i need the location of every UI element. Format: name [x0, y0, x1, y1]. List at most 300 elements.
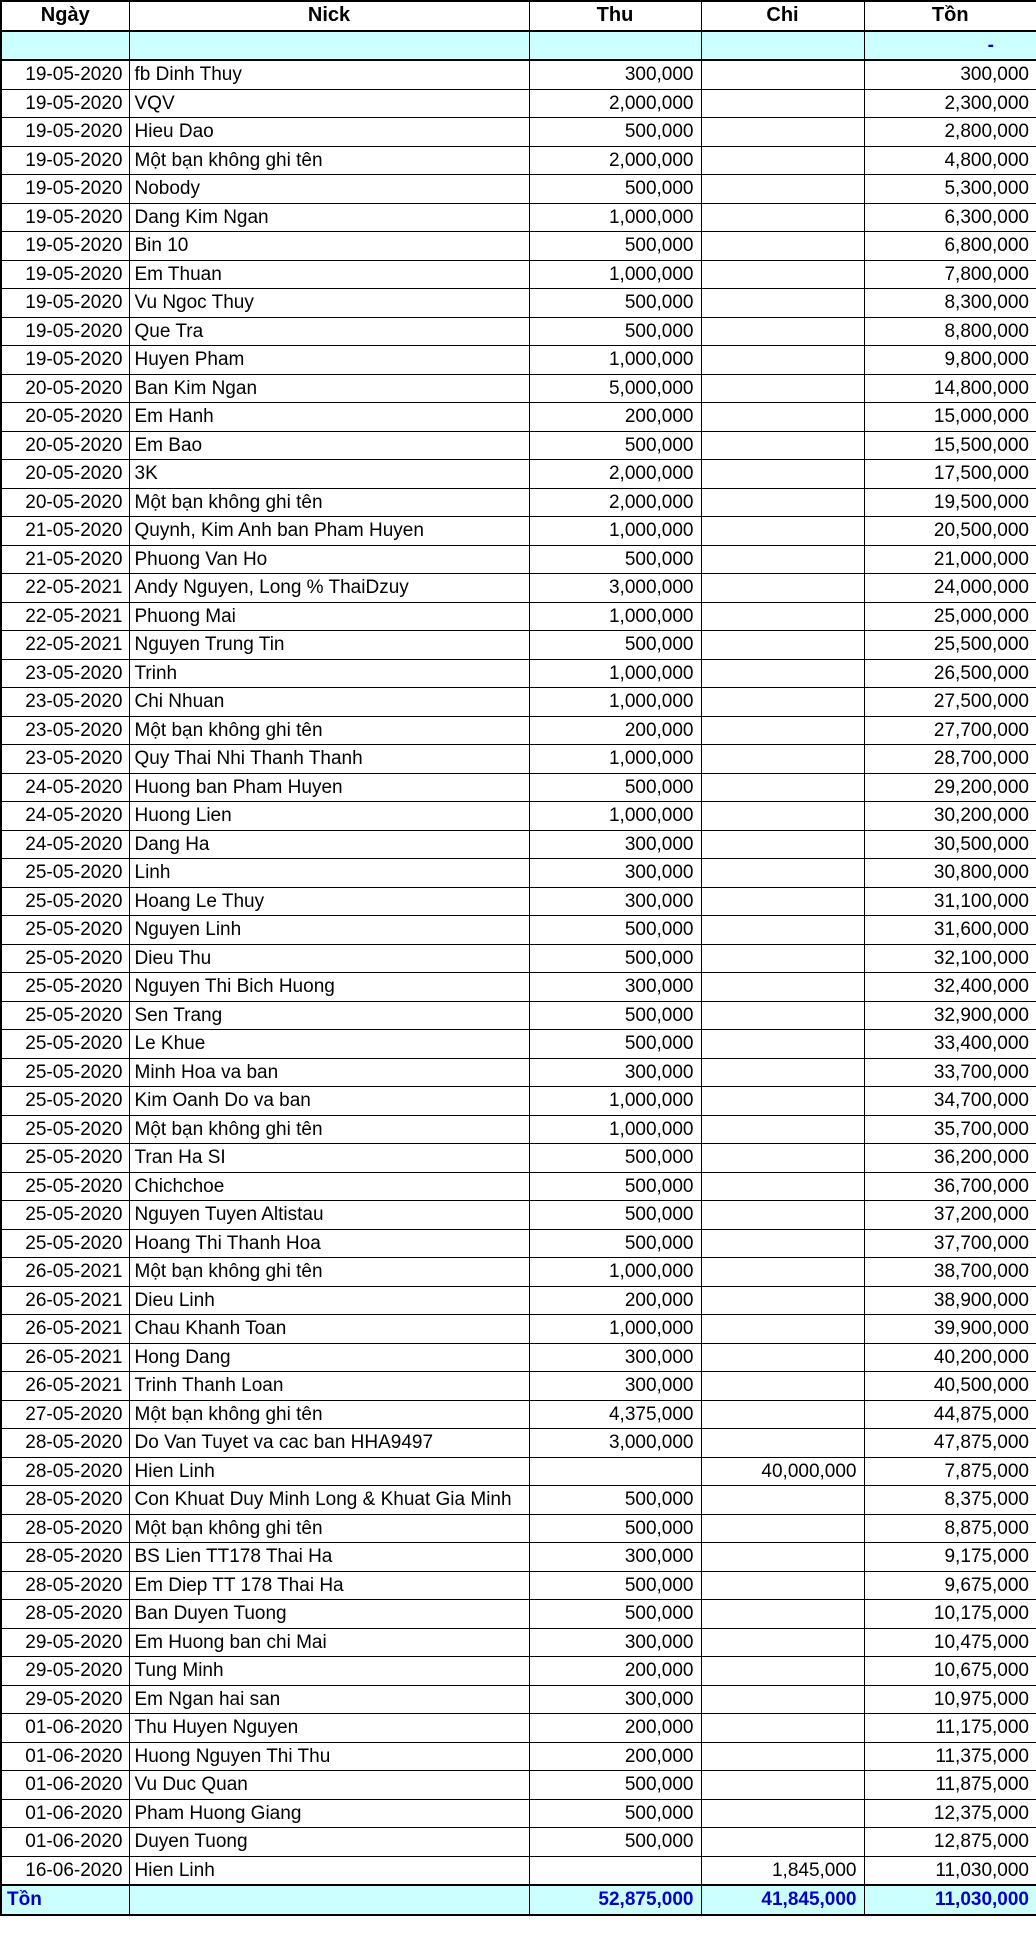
cell-nick[interactable]: Vu Ngoc Thuy [129, 289, 529, 318]
cell-date[interactable]: 26-05-2021 [1, 1372, 129, 1401]
cell-chi[interactable] [701, 859, 864, 888]
cell-chi[interactable] [701, 1258, 864, 1287]
cell-thu[interactable]: 500,000 [529, 1486, 701, 1515]
cell-thu[interactable] [529, 1457, 701, 1486]
cell-ton[interactable]: 26,500,000 [864, 659, 1036, 688]
cell-ton[interactable]: 7,800,000 [864, 260, 1036, 289]
cell-ton[interactable]: 40,500,000 [864, 1372, 1036, 1401]
cell-chi[interactable] [701, 317, 864, 346]
cell-thu[interactable]: 500,000 [529, 118, 701, 147]
cell-nick[interactable]: Em Huong ban chi Mai [129, 1628, 529, 1657]
cell-nick[interactable]: Hien Linh [129, 1856, 529, 1885]
cell-chi[interactable] [701, 602, 864, 631]
cell-date[interactable]: 23-05-2020 [1, 688, 129, 717]
cell-chi[interactable] [701, 745, 864, 774]
cell-chi[interactable] [701, 659, 864, 688]
cell-date[interactable]: 25-05-2020 [1, 1058, 129, 1087]
cell-ton[interactable]: 12,875,000 [864, 1828, 1036, 1857]
cell-nick[interactable]: Nguyen Tuyen Altistau [129, 1201, 529, 1230]
cell-date[interactable]: 20-05-2020 [1, 374, 129, 403]
cell-chi[interactable] [701, 830, 864, 859]
cell-thu[interactable]: 5,000,000 [529, 374, 701, 403]
cell-date[interactable]: 19-05-2020 [1, 89, 129, 118]
cell-ton[interactable]: 10,175,000 [864, 1600, 1036, 1629]
cell-date[interactable]: 25-05-2020 [1, 1172, 129, 1201]
cell-thu[interactable]: 1,000,000 [529, 1315, 701, 1344]
cell-ton[interactable]: 30,200,000 [864, 802, 1036, 831]
cell-nick[interactable]: Hoang Thi Thanh Hoa [129, 1229, 529, 1258]
cell-nick[interactable]: Chichchoe [129, 1172, 529, 1201]
cell-date[interactable]: 25-05-2020 [1, 859, 129, 888]
cell-chi[interactable]: 1,845,000 [701, 1856, 864, 1885]
cell-nick[interactable]: Linh [129, 859, 529, 888]
cell-chi[interactable] [701, 1742, 864, 1771]
cell-ton[interactable]: 11,875,000 [864, 1771, 1036, 1800]
cell-thu[interactable]: 300,000 [529, 1628, 701, 1657]
cell-ton[interactable]: 24,000,000 [864, 574, 1036, 603]
cell-thu[interactable]: 500,000 [529, 1172, 701, 1201]
cell-nick[interactable]: Hien Linh [129, 1457, 529, 1486]
cell-ton[interactable]: 35,700,000 [864, 1115, 1036, 1144]
cell-ton[interactable]: 20,500,000 [864, 517, 1036, 546]
cell-thu[interactable]: 300,000 [529, 973, 701, 1002]
cell-date[interactable]: 19-05-2020 [1, 203, 129, 232]
cell-ton[interactable]: 10,975,000 [864, 1685, 1036, 1714]
cell-ton[interactable]: 25,500,000 [864, 631, 1036, 660]
cell-thu[interactable]: 200,000 [529, 716, 701, 745]
cell-chi[interactable] [701, 1543, 864, 1572]
cell-thu[interactable]: 300,000 [529, 1058, 701, 1087]
cell-date[interactable]: 19-05-2020 [1, 232, 129, 261]
cell-date[interactable]: 01-06-2020 [1, 1828, 129, 1857]
cell-chi[interactable] [701, 1514, 864, 1543]
cell-date[interactable]: 19-05-2020 [1, 317, 129, 346]
cell-chi[interactable] [701, 346, 864, 375]
column-header-chi[interactable]: Chi [701, 1, 864, 31]
cell-ton[interactable]: 37,200,000 [864, 1201, 1036, 1230]
cell-nick[interactable]: Em Bao [129, 431, 529, 460]
cell-date[interactable]: 28-05-2020 [1, 1429, 129, 1458]
cell-nick[interactable]: Dieu Thu [129, 944, 529, 973]
cell-chi[interactable] [701, 1001, 864, 1030]
cell-nick[interactable]: Dang Ha [129, 830, 529, 859]
cell-thu[interactable]: 3,000,000 [529, 574, 701, 603]
cell-chi[interactable] [701, 1030, 864, 1059]
cell-chi[interactable] [701, 574, 864, 603]
cell-ton[interactable]: 39,900,000 [864, 1315, 1036, 1344]
cell-ton[interactable]: 15,000,000 [864, 403, 1036, 432]
cell-date[interactable]: 25-05-2020 [1, 916, 129, 945]
cell-ton[interactable]: 27,700,000 [864, 716, 1036, 745]
cell-thu[interactable]: 1,000,000 [529, 1115, 701, 1144]
cell-ton[interactable]: 47,875,000 [864, 1429, 1036, 1458]
cell-nick[interactable]: Nguyen Thi Bich Huong [129, 973, 529, 1002]
cell-thu[interactable]: 2,000,000 [529, 146, 701, 175]
cell-date[interactable]: 25-05-2020 [1, 1144, 129, 1173]
cell-nick[interactable]: Quynh, Kim Anh ban Pham Huyen [129, 517, 529, 546]
cell-chi[interactable] [701, 1144, 864, 1173]
cell-thu[interactable]: 200,000 [529, 403, 701, 432]
cell-nick[interactable]: Một bạn không ghi tên [129, 146, 529, 175]
cell-ton[interactable]: 9,175,000 [864, 1543, 1036, 1572]
cell-chi[interactable] [701, 773, 864, 802]
cell-date[interactable]: 19-05-2020 [1, 260, 129, 289]
cell-chi[interactable] [701, 289, 864, 318]
cell-nick[interactable]: Nobody [129, 175, 529, 204]
cell-thu[interactable]: 500,000 [529, 1799, 701, 1828]
cell-chi[interactable] [701, 1372, 864, 1401]
cell-chi[interactable] [701, 1600, 864, 1629]
cell-nick[interactable]: Trinh [129, 659, 529, 688]
cell-nick[interactable]: Chau Khanh Toan [129, 1315, 529, 1344]
cell-ton[interactable]: 8,300,000 [864, 289, 1036, 318]
cell-ton[interactable]: 10,475,000 [864, 1628, 1036, 1657]
cell-date[interactable]: 20-05-2020 [1, 488, 129, 517]
cell-thu[interactable] [529, 1856, 701, 1885]
cell-thu[interactable]: 500,000 [529, 631, 701, 660]
cell-chi[interactable] [701, 887, 864, 916]
cell-nick[interactable]: Em Ngan hai san [129, 1685, 529, 1714]
cell-date[interactable]: 24-05-2020 [1, 773, 129, 802]
cell-date[interactable]: 25-05-2020 [1, 1229, 129, 1258]
cell-thu[interactable]: 500,000 [529, 1514, 701, 1543]
cell-nick[interactable]: Em Thuan [129, 260, 529, 289]
cell-thu[interactable]: 500,000 [529, 1229, 701, 1258]
cell-chi[interactable] [701, 517, 864, 546]
cell-nick[interactable]: Que Tra [129, 317, 529, 346]
cell-ton[interactable]: 25,000,000 [864, 602, 1036, 631]
cell-date[interactable]: 25-05-2020 [1, 1087, 129, 1116]
cell-chi[interactable] [701, 1771, 864, 1800]
cell-nick[interactable]: Nguyen Linh [129, 916, 529, 945]
cell-thu[interactable]: 500,000 [529, 1001, 701, 1030]
cell-nick[interactable]: Con Khuat Duy Minh Long & Khuat Gia Minh [129, 1486, 529, 1515]
cell-nick[interactable]: Một bạn không ghi tên [129, 488, 529, 517]
cell-nick[interactable]: Một bạn không ghi tên [129, 1115, 529, 1144]
cell-chi[interactable] [701, 1058, 864, 1087]
cell-chi[interactable] [701, 545, 864, 574]
cell-ton[interactable]: 29,200,000 [864, 773, 1036, 802]
cell-ton[interactable]: 27,500,000 [864, 688, 1036, 717]
cell-nick[interactable]: Thu Huyen Nguyen [129, 1714, 529, 1743]
cell-chi[interactable] [701, 1429, 864, 1458]
cell-nick[interactable]: Minh Hoa va ban [129, 1058, 529, 1087]
cell-date[interactable]: 29-05-2020 [1, 1685, 129, 1714]
cell-nick[interactable]: Bin 10 [129, 232, 529, 261]
cell-chi[interactable] [701, 1115, 864, 1144]
cell-ton[interactable]: 32,900,000 [864, 1001, 1036, 1030]
cell-chi[interactable]: 40,000,000 [701, 1457, 864, 1486]
cell-date[interactable]: 19-05-2020 [1, 60, 129, 89]
cell-nick[interactable]: Huyen Pham [129, 346, 529, 375]
cell-ton[interactable]: 11,030,000 [864, 1856, 1036, 1885]
cell-ton[interactable]: 34,700,000 [864, 1087, 1036, 1116]
cell-thu[interactable]: 2,000,000 [529, 460, 701, 489]
cell-thu[interactable]: 500,000 [529, 916, 701, 945]
cell-nick[interactable]: Duyen Tuong [129, 1828, 529, 1857]
cell-date[interactable]: 27-05-2020 [1, 1400, 129, 1429]
cell-ton[interactable]: 30,800,000 [864, 859, 1036, 888]
cell-thu[interactable]: 500,000 [529, 175, 701, 204]
column-header-ton[interactable]: Tồn [864, 1, 1036, 31]
cell-ton[interactable]: 6,300,000 [864, 203, 1036, 232]
total-thu[interactable]: 52,875,000 [529, 1885, 701, 1915]
total-ton[interactable]: 11,030,000 [864, 1885, 1036, 1915]
cell-nick[interactable]: 3K [129, 460, 529, 489]
cell-thu[interactable]: 2,000,000 [529, 488, 701, 517]
cell-ton[interactable]: 12,375,000 [864, 1799, 1036, 1828]
cell-thu[interactable]: 2,000,000 [529, 89, 701, 118]
cell-thu[interactable]: 500,000 [529, 1144, 701, 1173]
cell-thu[interactable]: 300,000 [529, 1543, 701, 1572]
cell-thu[interactable]: 300,000 [529, 1685, 701, 1714]
cell-thu[interactable]: 500,000 [529, 1201, 701, 1230]
cell-ton[interactable]: 8,375,000 [864, 1486, 1036, 1515]
cell-chi[interactable] [701, 1229, 864, 1258]
cell-thu[interactable]: 1,000,000 [529, 802, 701, 831]
cell-chi[interactable] [701, 631, 864, 660]
cell-date[interactable]: 25-05-2020 [1, 1030, 129, 1059]
cell-chi[interactable] [701, 260, 864, 289]
cell-date[interactable]: 22-05-2021 [1, 574, 129, 603]
cell-ton[interactable]: 38,900,000 [864, 1286, 1036, 1315]
cell-ton[interactable]: 44,875,000 [864, 1400, 1036, 1429]
cell-thu[interactable]: 1,000,000 [529, 260, 701, 289]
cell-ton[interactable]: 7,875,000 [864, 1457, 1036, 1486]
cell-ton[interactable]: 5,300,000 [864, 175, 1036, 204]
cell-ton[interactable]: 9,675,000 [864, 1571, 1036, 1600]
cell-chi[interactable] [701, 118, 864, 147]
cell-date[interactable]: 24-05-2020 [1, 830, 129, 859]
cell-chi[interactable] [701, 175, 864, 204]
cell-date[interactable]: 26-05-2021 [1, 1343, 129, 1372]
cell-chi[interactable] [701, 973, 864, 1002]
cell-date[interactable]: 23-05-2020 [1, 745, 129, 774]
cell-date[interactable]: 25-05-2020 [1, 1001, 129, 1030]
cell-thu[interactable]: 300,000 [529, 60, 701, 89]
cell-nick[interactable]: BS Lien TT178 Thai Ha [129, 1543, 529, 1572]
cell-ton[interactable]: 11,375,000 [864, 1742, 1036, 1771]
cell-chi[interactable] [701, 802, 864, 831]
cell-ton[interactable]: 8,800,000 [864, 317, 1036, 346]
cell-date[interactable]: 29-05-2020 [1, 1657, 129, 1686]
cell-chi[interactable] [701, 944, 864, 973]
cell-ton[interactable]: 21,000,000 [864, 545, 1036, 574]
cell-chi[interactable] [701, 1628, 864, 1657]
cell-chi[interactable] [701, 1400, 864, 1429]
cell-ton[interactable]: 8,875,000 [864, 1514, 1036, 1543]
cell-nick[interactable]: Em Hanh [129, 403, 529, 432]
total-label[interactable]: Tồn [1, 1885, 129, 1915]
cell-date[interactable]: 01-06-2020 [1, 1771, 129, 1800]
cell-chi[interactable] [701, 403, 864, 432]
cell-chi[interactable] [701, 232, 864, 261]
cell-date[interactable]: 19-05-2020 [1, 146, 129, 175]
column-header-nick[interactable]: Nick [129, 1, 529, 31]
cell-thu[interactable]: 1,000,000 [529, 203, 701, 232]
cell-thu[interactable]: 200,000 [529, 1657, 701, 1686]
cell-chi[interactable] [701, 146, 864, 175]
cell-date[interactable]: 01-06-2020 [1, 1742, 129, 1771]
cell-ton[interactable]: 36,700,000 [864, 1172, 1036, 1201]
cell-nick[interactable]: Huong ban Pham Huyen [129, 773, 529, 802]
cell-thu[interactable]: 1,000,000 [529, 1087, 701, 1116]
cell-date[interactable]: 16-06-2020 [1, 1856, 129, 1885]
cell-chi[interactable] [701, 1486, 864, 1515]
cell-date[interactable]: 19-05-2020 [1, 118, 129, 147]
cell-ton[interactable]: 36,200,000 [864, 1144, 1036, 1173]
cell-chi[interactable] [701, 203, 864, 232]
cell-date[interactable]: 20-05-2020 [1, 403, 129, 432]
cell-thu[interactable]: 300,000 [529, 1372, 701, 1401]
cell-chi[interactable] [701, 1172, 864, 1201]
cell-nick[interactable]: Chi Nhuan [129, 688, 529, 717]
cell-chi[interactable] [701, 1315, 864, 1344]
cell-ton[interactable]: 40,200,000 [864, 1343, 1036, 1372]
cell-nick[interactable]: Huong Nguyen Thi Thu [129, 1742, 529, 1771]
cell-nick[interactable]: VQV [129, 89, 529, 118]
cell-thu[interactable]: 1,000,000 [529, 602, 701, 631]
cell-nick[interactable]: Một bạn không ghi tên [129, 1514, 529, 1543]
cell-nick[interactable]: Huong Lien [129, 802, 529, 831]
cell-thu[interactable]: 200,000 [529, 1714, 701, 1743]
cell-chi[interactable] [701, 1087, 864, 1116]
cell-date[interactable]: 24-05-2020 [1, 802, 129, 831]
cell-chi[interactable] [701, 1799, 864, 1828]
cell-thu[interactable]: 500,000 [529, 773, 701, 802]
cell-chi[interactable] [701, 1714, 864, 1743]
cell-ton[interactable]: 31,600,000 [864, 916, 1036, 945]
cell-nick[interactable]: Ban Kim Ngan [129, 374, 529, 403]
cell-chi[interactable] [701, 1657, 864, 1686]
cell-nick[interactable]: Andy Nguyen, Long % ThaiDzuy [129, 574, 529, 603]
cell-ton[interactable]: 30,500,000 [864, 830, 1036, 859]
cell-chi[interactable] [701, 431, 864, 460]
cell-thu[interactable]: 1,000,000 [529, 346, 701, 375]
cell-ton[interactable]: 33,400,000 [864, 1030, 1036, 1059]
cell-ton[interactable]: 4,800,000 [864, 146, 1036, 175]
cell-nick[interactable]: Dang Kim Ngan [129, 203, 529, 232]
cell-ton[interactable]: 10,675,000 [864, 1657, 1036, 1686]
cell-nick[interactable]: Tran Ha SI [129, 1144, 529, 1173]
cell-thu[interactable]: 500,000 [529, 1571, 701, 1600]
cell-date[interactable]: 19-05-2020 [1, 175, 129, 204]
cell-date[interactable]: 29-05-2020 [1, 1628, 129, 1657]
cell-thu[interactable]: 500,000 [529, 289, 701, 318]
cell-nick[interactable]: Một bạn không ghi tên [129, 1400, 529, 1429]
cell-date[interactable]: 28-05-2020 [1, 1571, 129, 1600]
cell-chi[interactable] [701, 716, 864, 745]
cell-ton[interactable]: 2,300,000 [864, 89, 1036, 118]
cell-nick[interactable]: Hoang Le Thuy [129, 887, 529, 916]
cell-nick[interactable]: Pham Huong Giang [129, 1799, 529, 1828]
cell-thu[interactable]: 1,000,000 [529, 517, 701, 546]
cell-ton[interactable]: 6,800,000 [864, 232, 1036, 261]
cell-ton[interactable]: 11,175,000 [864, 1714, 1036, 1743]
cell-date[interactable]: 01-06-2020 [1, 1714, 129, 1743]
cell-nick[interactable] [129, 31, 529, 61]
cell-date[interactable]: 23-05-2020 [1, 659, 129, 688]
cell-thu[interactable]: 500,000 [529, 1771, 701, 1800]
cell-date[interactable]: 20-05-2020 [1, 460, 129, 489]
cell-date[interactable]: 26-05-2021 [1, 1286, 129, 1315]
cell-chi[interactable] [701, 89, 864, 118]
cell-thu[interactable]: 300,000 [529, 830, 701, 859]
cell-nick[interactable]: Tung Minh [129, 1657, 529, 1686]
cell-nick[interactable]: fb Dinh Thuy [129, 60, 529, 89]
cell-ton[interactable]: 2,800,000 [864, 118, 1036, 147]
cell-thu[interactable]: 500,000 [529, 1030, 701, 1059]
cell-date[interactable]: 25-05-2020 [1, 944, 129, 973]
cell-date[interactable]: 28-05-2020 [1, 1600, 129, 1629]
cell-ton[interactable]: 32,100,000 [864, 944, 1036, 973]
cell-ton[interactable]: 32,400,000 [864, 973, 1036, 1002]
cell-chi[interactable] [701, 1571, 864, 1600]
cell-chi[interactable] [701, 1685, 864, 1714]
cell-nick[interactable]: Do Van Tuyet va cac ban HHA9497 [129, 1429, 529, 1458]
column-header-thu[interactable]: Thu [529, 1, 701, 31]
cell-nick[interactable]: Vu Duc Quan [129, 1771, 529, 1800]
cell-date[interactable]: 28-05-2020 [1, 1457, 129, 1486]
cell-date[interactable]: 28-05-2020 [1, 1486, 129, 1515]
cell-ton[interactable]: 28,700,000 [864, 745, 1036, 774]
cell-chi[interactable] [701, 688, 864, 717]
cell-nick[interactable]: Kim Oanh Do va ban [129, 1087, 529, 1116]
column-header-date[interactable]: Ngày [1, 1, 129, 31]
cell-thu[interactable]: 1,000,000 [529, 745, 701, 774]
cell-date[interactable]: 19-05-2020 [1, 289, 129, 318]
cell-nick[interactable]: Sen Trang [129, 1001, 529, 1030]
cell-date[interactable]: 25-05-2020 [1, 887, 129, 916]
cell-thu[interactable]: 300,000 [529, 859, 701, 888]
cell-nick[interactable]: Trinh Thanh Loan [129, 1372, 529, 1401]
cell-chi[interactable] [701, 31, 864, 61]
cell-date[interactable]: 20-05-2020 [1, 431, 129, 460]
cell-ton[interactable]: 33,700,000 [864, 1058, 1036, 1087]
cell-thu[interactable]: 500,000 [529, 944, 701, 973]
cell-thu[interactable]: 300,000 [529, 887, 701, 916]
cell-nick[interactable]: Nguyen Trung Tin [129, 631, 529, 660]
cell-chi[interactable] [701, 374, 864, 403]
cell-date[interactable]: 19-05-2020 [1, 346, 129, 375]
cell-date[interactable]: 23-05-2020 [1, 716, 129, 745]
cell-thu[interactable]: 500,000 [529, 431, 701, 460]
cell-nick[interactable]: Ban Duyen Tuong [129, 1600, 529, 1629]
cell-nick[interactable]: Le Khue [129, 1030, 529, 1059]
cell-date[interactable]: 21-05-2020 [1, 517, 129, 546]
cell-ton[interactable]: 300,000 [864, 60, 1036, 89]
cell-nick[interactable]: Phuong Mai [129, 602, 529, 631]
cell-date[interactable]: 28-05-2020 [1, 1514, 129, 1543]
cell-chi[interactable] [701, 1201, 864, 1230]
cell-nick[interactable]: Quy Thai Nhi Thanh Thanh [129, 745, 529, 774]
cell-thu[interactable]: 1,000,000 [529, 1258, 701, 1287]
cell-ton[interactable]: 19,500,000 [864, 488, 1036, 517]
cell-nick[interactable]: Một bạn không ghi tên [129, 1258, 529, 1287]
cell-date[interactable]: 25-05-2020 [1, 1115, 129, 1144]
cell-thu[interactable]: 200,000 [529, 1742, 701, 1771]
cell-date[interactable]: 26-05-2021 [1, 1315, 129, 1344]
cell-ton[interactable]: 9,800,000 [864, 346, 1036, 375]
cell-chi[interactable] [701, 1286, 864, 1315]
cell-chi[interactable] [701, 1343, 864, 1372]
cell-thu[interactable]: 500,000 [529, 545, 701, 574]
total-chi[interactable]: 41,845,000 [701, 1885, 864, 1915]
total-nick-empty[interactable] [129, 1885, 529, 1915]
cell-thu[interactable]: 1,000,000 [529, 688, 701, 717]
cell-nick[interactable]: Phuong Van Ho [129, 545, 529, 574]
cell-chi[interactable] [701, 60, 864, 89]
